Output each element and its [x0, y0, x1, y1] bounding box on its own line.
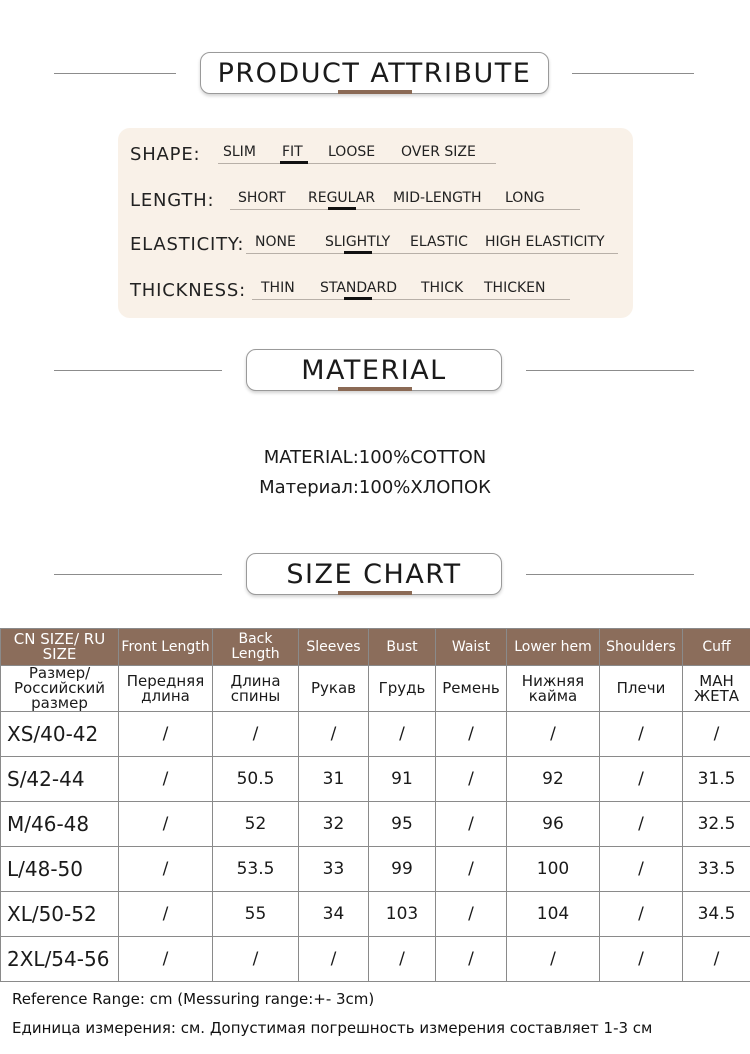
column-header-ru: Рукав — [299, 666, 369, 712]
column-header: Shoulders — [600, 629, 683, 666]
attribute-label: SHAPE: — [130, 144, 201, 165]
reference-range-english: Reference Range: cm (Messuring range:+- 3cm) — [12, 990, 375, 1008]
attribute-label: LENGTH: — [130, 190, 215, 211]
table-cell: 33 — [299, 847, 369, 892]
table-cell: 104 — [507, 892, 600, 937]
selected-indicator — [344, 297, 372, 300]
heading-accent-bar — [338, 387, 412, 391]
attribute-option: REGULAR — [308, 190, 376, 206]
heading-accent-bar — [338, 90, 412, 94]
reference-range-russian: Единица измерения: см. Допустимая погрешность измерения составляет 1-3 см — [12, 1019, 653, 1037]
table-cell: 100 — [507, 847, 600, 892]
table-cell: / — [507, 937, 600, 982]
column-header: Lower hem — [507, 629, 600, 666]
attribute-row-length — [118, 186, 633, 226]
table-cell: 34.5 — [683, 892, 750, 937]
table-cell: / — [369, 712, 436, 757]
table-cell: 95 — [369, 802, 436, 847]
table-cell: 50.5 — [213, 757, 299, 802]
heading-left-rule — [54, 574, 222, 575]
column-header-ru: Нижняя кайма — [507, 666, 600, 712]
attribute-option: SLIM — [223, 144, 256, 160]
attribute-row-thickness — [118, 276, 633, 316]
material-english: MATERIAL:100%COTTON — [263, 447, 487, 468]
column-header-ru: Плечи — [600, 666, 683, 712]
attribute-underline — [230, 209, 580, 210]
attribute-option: LONG — [505, 190, 545, 206]
column-header-ru: Длина спины — [213, 666, 299, 712]
table-cell: / — [436, 757, 507, 802]
table-cell: / — [683, 712, 750, 757]
attribute-label: THICKNESS: — [130, 280, 246, 301]
table-cell: / — [436, 802, 507, 847]
size-chart-table — [0, 628, 750, 982]
table-cell: / — [600, 847, 683, 892]
attribute-label: ELASTICITY: — [130, 234, 245, 255]
attribute-option: NONE — [255, 234, 296, 250]
attribute-option: SLIGHTLY — [325, 234, 391, 250]
attribute-option: FIT — [282, 144, 303, 160]
table-cell: 31 — [299, 757, 369, 802]
table-cell: 52 — [213, 802, 299, 847]
table-cell: 103 — [369, 892, 436, 937]
attribute-option: MID-LENGTH — [393, 190, 482, 206]
column-header-ru: Передняя длина — [119, 666, 213, 712]
table-cell: / — [299, 937, 369, 982]
heading-right-rule — [526, 370, 694, 371]
attribute-option: SHORT — [238, 190, 286, 206]
material-heading — [0, 349, 750, 409]
table-row — [1, 802, 750, 847]
table-cell: / — [600, 712, 683, 757]
table-cell: / — [600, 757, 683, 802]
column-header: Sleeves — [299, 629, 369, 666]
attribute-option: STANDARD — [320, 280, 398, 296]
selected-indicator — [344, 251, 372, 254]
product-attribute-heading — [0, 52, 750, 112]
attribute-row-shape — [118, 140, 633, 180]
attribute-option: THICKEN — [484, 280, 546, 296]
heading-left-rule — [54, 73, 176, 74]
table-row — [1, 847, 750, 892]
column-header-ru: Грудь — [369, 666, 436, 712]
table-row — [1, 937, 750, 982]
table-cell: / — [119, 712, 213, 757]
table-cell: / — [436, 892, 507, 937]
table-cell: / — [213, 937, 299, 982]
table-cell: 53.5 — [213, 847, 299, 892]
table-cell: 33.5 — [683, 847, 750, 892]
size-cell: M/46-48 — [1, 802, 119, 847]
table-cell: / — [369, 937, 436, 982]
table-cell: 34 — [299, 892, 369, 937]
table-cell: / — [436, 937, 507, 982]
material-title: MATERIAL — [246, 349, 502, 391]
heading-accent-bar — [338, 591, 412, 595]
table-cell: 32 — [299, 802, 369, 847]
table-cell: / — [119, 757, 213, 802]
table-cell: / — [436, 712, 507, 757]
heading-right-rule — [572, 73, 694, 74]
attribute-row-elasticity — [118, 230, 633, 270]
table-row — [1, 712, 750, 757]
heading-right-rule — [526, 574, 694, 575]
size-cell: L/48-50 — [1, 847, 119, 892]
column-header: Front Length — [119, 629, 213, 666]
material-russian: Материал:100%ХЛОПОК — [259, 477, 491, 498]
size-chart-title: SIZE CHART — [246, 553, 502, 595]
table-cell: / — [436, 847, 507, 892]
table-cell: / — [600, 802, 683, 847]
header-row-english — [1, 629, 750, 666]
attribute-option: OVER SIZE — [401, 144, 476, 160]
table-cell: 92 — [507, 757, 600, 802]
size-cell: XL/50-52 — [1, 892, 119, 937]
table-cell: 32.5 — [683, 802, 750, 847]
column-header: Waist — [436, 629, 507, 666]
attribute-underline — [252, 299, 570, 300]
column-header: CN SIZE/ RU SIZE — [1, 629, 119, 666]
attribute-option: THICK — [421, 280, 464, 296]
selected-indicator — [328, 207, 356, 210]
table-cell: / — [119, 802, 213, 847]
attribute-underline — [218, 163, 496, 164]
attribute-option: LOOSE — [328, 144, 376, 160]
attribute-option: ELASTIC — [410, 234, 468, 250]
table-cell: 91 — [369, 757, 436, 802]
column-header: Bust — [369, 629, 436, 666]
table-row — [1, 757, 750, 802]
table-cell: / — [119, 847, 213, 892]
table-cell: 96 — [507, 802, 600, 847]
attribute-underline — [246, 253, 618, 254]
size-cell: S/42-44 — [1, 757, 119, 802]
size-chart-heading — [0, 553, 750, 613]
column-header-ru: Ремень — [436, 666, 507, 712]
table-row — [1, 892, 750, 937]
attribute-panel — [118, 128, 633, 318]
attribute-option: HIGH ELASTICITY — [485, 234, 605, 250]
size-cell: 2XL/54-56 — [1, 937, 119, 982]
table-cell: / — [507, 712, 600, 757]
column-header-ru: МАН ЖЕТА — [683, 666, 750, 712]
heading-left-rule — [54, 370, 222, 371]
size-cell: XS/40-42 — [1, 712, 119, 757]
table-cell: 99 — [369, 847, 436, 892]
column-header: Back Length — [213, 629, 299, 666]
table-cell: 31.5 — [683, 757, 750, 802]
column-header: Cuff — [683, 629, 750, 666]
attribute-option: THIN — [261, 280, 295, 296]
table-cell: / — [600, 892, 683, 937]
table-cell: / — [299, 712, 369, 757]
table-cell: 55 — [213, 892, 299, 937]
column-header-ru: Размер/ Российский размер — [1, 666, 119, 712]
table-cell: / — [119, 892, 213, 937]
header-row-russian — [1, 666, 750, 712]
table-cell: / — [600, 937, 683, 982]
selected-indicator — [280, 161, 308, 164]
product-attribute-title: PRODUCT ATTRIBUTE — [200, 52, 549, 94]
table-cell: / — [683, 937, 750, 982]
table-cell: / — [119, 937, 213, 982]
table-cell: / — [213, 712, 299, 757]
